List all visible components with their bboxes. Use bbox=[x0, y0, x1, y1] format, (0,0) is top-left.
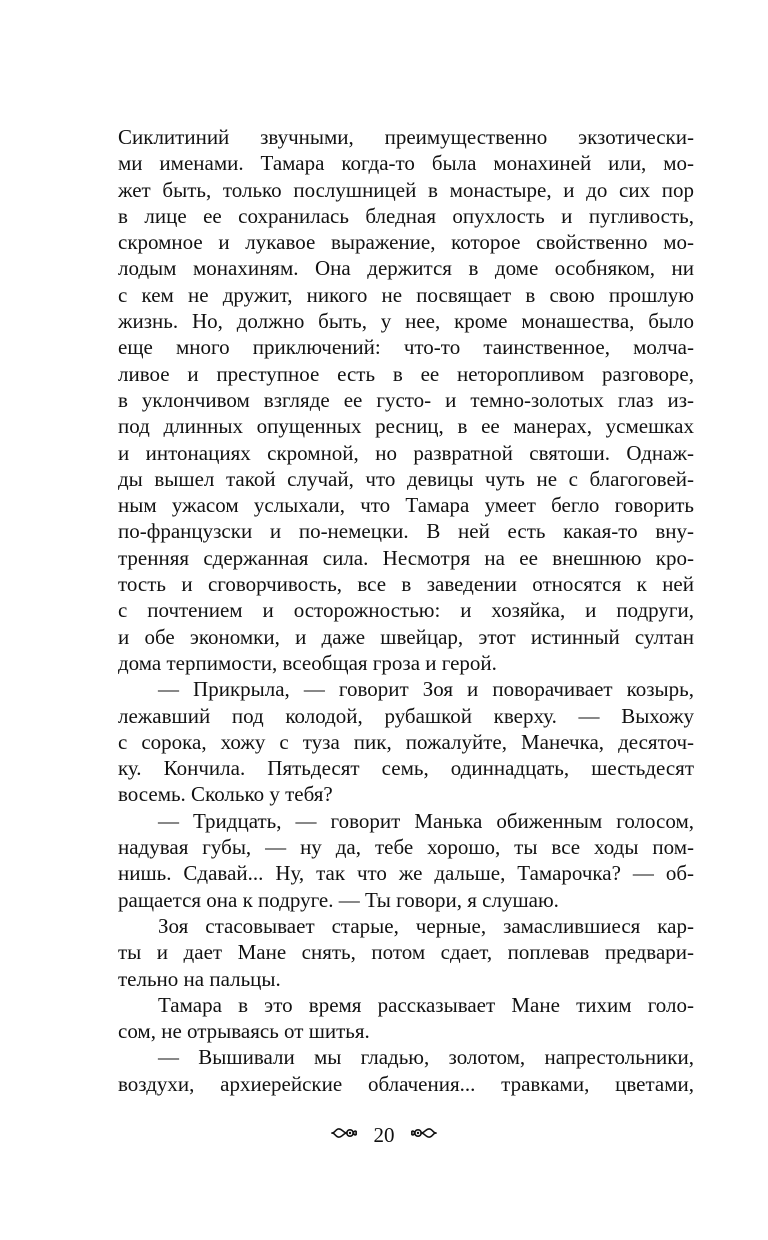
text-line: в уклончивом взгляде ее густо- и темно-золотых глаз из- bbox=[118, 387, 694, 412]
text-line: Сиклитиний звучными, преимущественно экзотически- bbox=[118, 125, 694, 149]
text-line: ным ужасом услыхали, что Тамара умеет бегло говорить bbox=[118, 493, 694, 518]
text-line: надувая губы, — ну да, тебе хорошо, ты все ходы пом- bbox=[118, 835, 694, 860]
text-line: ды вышел такой случай, что девицы чуть не с благоговей- bbox=[118, 466, 694, 491]
text-line: Тамара в это время рассказывает Мане тихим голо- bbox=[158, 992, 694, 1017]
text-line: с почтением и осторожностью: и хозяйка, и подруги, bbox=[118, 598, 694, 623]
text-line: и интонациях скромной, но развратной святоши. Однаж- bbox=[118, 440, 694, 465]
text-line: с сорока, хожу с туза пик, пожалуйте, Манечка, десяточ- bbox=[118, 729, 694, 754]
text-line: и обе экономки, и даже швейцар, этот истинный султан bbox=[118, 624, 694, 649]
page-footer bbox=[0, 1120, 768, 1148]
text-line: жет быть, только послушницей в монастыре, и до сих пор bbox=[118, 177, 694, 202]
text-line: тельно на пальцы. bbox=[118, 966, 281, 991]
ornament-left-icon bbox=[330, 1122, 358, 1148]
text-line: ливое и преступное есть в ее неторопливом разговоре, bbox=[118, 361, 694, 386]
body-text bbox=[118, 124, 694, 1097]
text-line: ку. Кончила. Пятьдесят семь, одиннадцать, шестьдесят bbox=[118, 756, 694, 781]
text-line: нишь. Сдавай... Ну, так что же дальше, Тамарочка? — об- bbox=[118, 861, 694, 886]
text-line: — Тридцать, — говорит Манька обиженным голосом, bbox=[158, 808, 694, 833]
text-line: воздухи, архиерейские облачения... травками, цветами, bbox=[118, 1071, 694, 1096]
text-line: — Вышивали мы гладью, золотом, напрестольники, bbox=[158, 1045, 694, 1070]
text-line: с кем не дружит, никого не посвящает в свою прошлую bbox=[118, 282, 694, 307]
text-line: ты и дает Мане снять, потом сдает, поплевав предвари- bbox=[118, 940, 694, 965]
text-line: жизнь. Но, должно быть, у нее, кроме монашества, было bbox=[118, 309, 694, 334]
text-line: ращается она к подруге. — Ты говори, я слушаю. bbox=[118, 887, 559, 912]
text-line: дома терпимости, всеобщая гроза и герой. bbox=[118, 650, 497, 675]
text-line: еще много приключений: что-то таинственное, молча- bbox=[118, 335, 694, 360]
text-line: лежавший под колодой, рубашкой кверху. — Выхожу bbox=[118, 703, 694, 728]
text-line: тость и сговорчивость, все в заведении относятся к ней bbox=[118, 572, 694, 597]
text-line: тренняя сдержанная сила. Несмотря на ее внешнюю кро- bbox=[118, 545, 694, 570]
text-line: сом, не отрываясь от шитья. bbox=[118, 1019, 370, 1044]
text-line: лодым монахиням. Она держится в доме особняком, ни bbox=[118, 256, 694, 281]
text-line: под длинных опущенных ресниц, в ее манерах, усмешках bbox=[118, 414, 694, 439]
ornament-right-icon bbox=[410, 1122, 438, 1148]
text-line: — Прикрыла, — говорит Зоя и поворачивает козырь, bbox=[158, 677, 694, 702]
text-line: Зоя стасовывает старые, черные, замаслившиеся кар- bbox=[158, 913, 694, 938]
text-line: в лице ее сохранилась бледная опухлость и пугливость, bbox=[118, 203, 694, 228]
page-number: 20 bbox=[373, 1123, 395, 1148]
text-line: ми именами. Тамара когда-то была монахиней или, мо- bbox=[118, 151, 694, 176]
text-line: по-французски и по-немецки. В ней есть какая-то вну- bbox=[118, 519, 694, 544]
text-line: скромное и лукавое выражение, которое свойственно мо- bbox=[118, 230, 694, 255]
text-line: восемь. Сколько у тебя? bbox=[118, 782, 333, 807]
